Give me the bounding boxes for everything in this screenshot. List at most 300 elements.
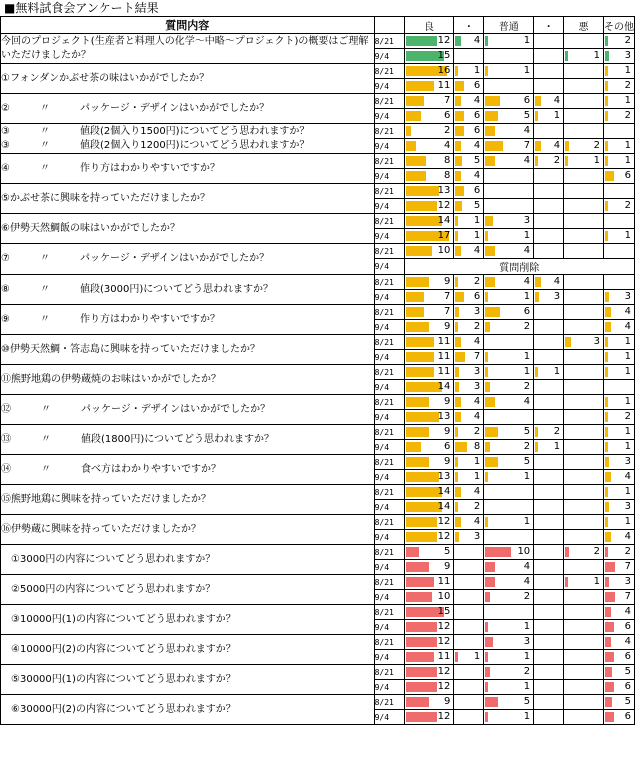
value-bar <box>605 682 614 692</box>
question-cell: ②5000円の内容についてどう思われますか？ <box>1 575 375 605</box>
value-cell-good <box>404 500 454 515</box>
value-cell-dot1 <box>454 320 484 335</box>
value-cell-good <box>404 169 454 184</box>
value-number: 1 <box>624 65 631 76</box>
value-bar <box>406 81 434 91</box>
value-cell-good <box>404 94 454 109</box>
value-cell-normal <box>484 320 534 335</box>
value-number: 1 <box>624 351 631 362</box>
value-number: 1 <box>523 366 531 377</box>
value-number: 1 <box>473 471 481 482</box>
value-number: 1 <box>523 291 531 302</box>
value-number: 5 <box>624 666 631 677</box>
value-number: 4 <box>624 471 631 482</box>
value-number: 3 <box>624 501 631 512</box>
value-number: 4 <box>473 336 481 347</box>
value-number: 1 <box>624 336 631 347</box>
value-number: 2 <box>473 276 481 287</box>
value-cell-bad <box>564 545 604 560</box>
value-bar <box>605 607 611 617</box>
value-bar <box>406 246 432 256</box>
value-cell-other <box>603 410 634 425</box>
date-cell: 9/4 <box>374 350 404 365</box>
date-cell: 9/4 <box>374 380 404 395</box>
value-number: 4 <box>624 321 631 332</box>
value-cell-bad <box>564 350 604 365</box>
value-bar <box>605 367 608 377</box>
table-row <box>1 605 635 620</box>
question-cell: ⑧ 〃 値段(3000円)についてどう思われますか？ <box>1 275 375 305</box>
value-number: 1 <box>624 516 631 527</box>
value-cell-good <box>404 410 454 425</box>
value-cell-good <box>404 350 454 365</box>
value-number: 1 <box>523 651 531 662</box>
value-cell-dot1 <box>454 500 484 515</box>
value-number: 7 <box>444 291 451 302</box>
value-number: 9 <box>444 321 451 332</box>
value-cell-other <box>603 79 634 94</box>
value-cell-other <box>603 275 634 290</box>
value-number: 10 <box>517 546 531 557</box>
value-cell-good <box>404 545 454 560</box>
question-cell: ⑮熊野地鶏に興味を持っていただけましたか？ <box>1 485 375 515</box>
value-cell-dot2 <box>534 560 564 575</box>
value-number: 12 <box>437 681 451 692</box>
value-number: 4 <box>624 606 631 617</box>
value-bar <box>485 277 495 287</box>
value-bar <box>605 337 608 347</box>
value-bar <box>455 141 461 151</box>
table-row <box>1 214 635 229</box>
value-bar <box>455 156 462 166</box>
value-cell-bad <box>564 425 604 440</box>
value-number: 17 <box>437 230 451 241</box>
value-bar <box>485 397 495 407</box>
value-number: 7 <box>624 561 631 572</box>
value-bar <box>535 96 541 106</box>
value-bar <box>485 382 490 392</box>
value-bar <box>605 292 609 302</box>
value-cell-bad <box>564 79 604 94</box>
value-number: 12 <box>437 711 451 722</box>
value-number: 9 <box>444 396 451 407</box>
value-bar <box>565 141 569 151</box>
table-row <box>1 425 635 440</box>
value-bar <box>455 322 458 332</box>
value-number: 2 <box>593 140 600 151</box>
value-cell-normal <box>484 94 534 109</box>
value-cell-dot1 <box>454 64 484 79</box>
value-number: 3 <box>473 381 481 392</box>
value-cell-good <box>404 650 454 665</box>
value-cell-dot2 <box>534 515 564 530</box>
value-number: 10 <box>437 245 451 256</box>
value-bar <box>455 652 458 662</box>
value-number: 15 <box>437 606 451 617</box>
value-cell-other <box>603 695 634 710</box>
value-bar <box>406 186 439 196</box>
value-cell-dot1 <box>454 425 484 440</box>
value-cell-dot2 <box>534 154 564 169</box>
value-cell-other <box>603 590 634 605</box>
value-bar <box>605 577 609 587</box>
value-number: 2 <box>624 35 631 46</box>
value-cell-good <box>404 710 454 725</box>
value-number: 2 <box>624 80 631 91</box>
value-bar <box>605 712 614 722</box>
value-cell-good <box>404 635 454 650</box>
value-cell-normal <box>484 605 534 620</box>
value-cell-other <box>603 440 634 455</box>
value-number: 1 <box>624 95 631 106</box>
date-cell: 9/4 <box>374 259 404 275</box>
value-number: 6 <box>473 125 481 136</box>
value-number: 5 <box>523 456 531 467</box>
value-cell-dot2 <box>534 79 564 94</box>
value-cell-other <box>603 305 634 320</box>
value-bar <box>406 697 429 707</box>
value-cell-dot1 <box>454 335 484 350</box>
value-cell-dot1 <box>454 290 484 305</box>
value-cell-normal <box>484 440 534 455</box>
col-header-dot2: ・ <box>534 17 564 34</box>
value-cell-other <box>603 530 634 545</box>
value-cell-normal <box>484 710 534 725</box>
value-number: 6 <box>523 95 531 106</box>
value-number: 6 <box>624 170 631 181</box>
value-number: 4 <box>473 486 481 497</box>
value-number: 14 <box>437 381 451 392</box>
value-bar <box>605 81 608 91</box>
table-row <box>1 124 635 139</box>
value-number: 11 <box>437 576 451 587</box>
value-cell-dot1 <box>454 395 484 410</box>
value-number: 7 <box>444 306 451 317</box>
value-number: 12 <box>437 621 451 632</box>
value-number: 13 <box>437 185 451 196</box>
value-bar <box>455 246 461 256</box>
value-cell-dot2 <box>534 169 564 184</box>
value-cell-normal <box>484 139 534 154</box>
question-cell: ⑤30000円(1)の内容についてどう思われますか？ <box>1 665 375 695</box>
value-number: 4 <box>473 95 481 106</box>
value-cell-normal <box>484 335 534 350</box>
value-cell-bad <box>564 650 604 665</box>
value-bar <box>455 186 464 196</box>
value-bar <box>605 96 608 106</box>
value-cell-normal <box>484 395 534 410</box>
value-number: 3 <box>473 306 481 317</box>
question-cell: ⑯伊勢蔵に興味を持っていただけましたか？ <box>1 515 375 545</box>
value-bar <box>406 171 426 181</box>
value-cell-dot2 <box>534 124 564 139</box>
value-number: 9 <box>444 456 451 467</box>
value-number: 4 <box>523 396 531 407</box>
date-cell: 8/21 <box>374 124 404 139</box>
value-cell-bad <box>564 154 604 169</box>
value-number: 1 <box>593 576 600 587</box>
value-number: 4 <box>523 155 531 166</box>
value-bar <box>605 652 614 662</box>
value-number: 14 <box>437 486 451 497</box>
value-cell-dot2 <box>534 665 564 680</box>
value-cell-dot2 <box>534 380 564 395</box>
value-cell-bad <box>564 440 604 455</box>
value-bar <box>605 592 615 602</box>
value-bar <box>485 547 511 557</box>
value-cell-dot1 <box>454 169 484 184</box>
value-bar <box>455 292 464 302</box>
value-number: 4 <box>523 276 531 287</box>
value-bar <box>535 442 538 452</box>
value-bar <box>455 397 461 407</box>
value-number: 5 <box>523 696 531 707</box>
value-number: 2 <box>523 591 531 602</box>
document-title: ■無料試食会アンケート結果 <box>4 1 159 15</box>
value-bar <box>485 517 488 527</box>
value-number: 4 <box>473 516 481 527</box>
value-number: 12 <box>437 200 451 211</box>
table-row <box>1 305 635 320</box>
value-cell-bad <box>564 395 604 410</box>
value-bar <box>485 216 493 226</box>
value-cell-dot2 <box>534 485 564 500</box>
value-cell-dot1 <box>454 455 484 470</box>
value-cell-good <box>404 680 454 695</box>
value-bar <box>485 697 498 707</box>
value-number: 3 <box>624 291 631 302</box>
value-cell-bad <box>564 290 604 305</box>
value-cell-other <box>603 425 634 440</box>
value-number: 4 <box>473 140 481 151</box>
value-cell-bad <box>564 34 604 49</box>
value-cell-normal <box>484 500 534 515</box>
value-bar <box>455 96 461 106</box>
value-cell-other <box>603 680 634 695</box>
value-bar <box>406 201 437 211</box>
value-cell-dot1 <box>454 350 484 365</box>
value-number: 4 <box>624 306 631 317</box>
value-bar <box>455 171 461 181</box>
value-cell-dot2 <box>534 244 564 259</box>
value-bar <box>485 427 498 437</box>
value-number: 5 <box>624 696 631 707</box>
value-cell-bad <box>564 410 604 425</box>
value-cell-dot2 <box>534 650 564 665</box>
value-bar <box>455 367 459 377</box>
value-bar <box>455 337 461 347</box>
value-number: 4 <box>473 245 481 256</box>
value-bar <box>485 66 488 76</box>
value-number: 2 <box>523 441 531 452</box>
value-cell-good <box>404 109 454 124</box>
value-number: 12 <box>437 636 451 647</box>
value-cell-dot2 <box>534 500 564 515</box>
value-cell-dot2 <box>534 94 564 109</box>
value-number: 6 <box>624 651 631 662</box>
value-bar <box>485 231 488 241</box>
value-bar <box>605 532 611 542</box>
value-cell-normal <box>484 350 534 365</box>
value-bar <box>485 292 488 302</box>
header-row <box>1 17 635 34</box>
value-cell-dot2 <box>534 199 564 214</box>
value-number: 3 <box>553 291 561 302</box>
value-number: 6 <box>473 185 481 196</box>
value-bar <box>455 216 458 226</box>
value-bar <box>406 487 442 497</box>
value-cell-good <box>404 154 454 169</box>
value-cell-normal <box>484 214 534 229</box>
date-cell: 9/4 <box>374 109 404 124</box>
value-bar <box>455 126 464 136</box>
value-cell-dot2 <box>534 695 564 710</box>
value-cell-bad <box>564 305 604 320</box>
value-bar <box>406 382 442 392</box>
value-number: 2 <box>624 200 631 211</box>
value-cell-dot2 <box>534 620 564 635</box>
value-bar <box>406 682 437 692</box>
value-cell-bad <box>564 139 604 154</box>
value-number: 1 <box>523 65 531 76</box>
value-bar <box>406 592 432 602</box>
value-bar <box>455 427 458 437</box>
value-bar <box>565 156 568 166</box>
value-cell-normal <box>484 530 534 545</box>
date-cell: 8/21 <box>374 635 404 650</box>
value-cell-dot1 <box>454 515 484 530</box>
value-cell-good <box>404 124 454 139</box>
value-cell-dot2 <box>534 395 564 410</box>
table-row <box>1 455 635 470</box>
value-bar <box>485 96 500 106</box>
survey-results-table <box>0 16 635 725</box>
value-cell-good <box>404 605 454 620</box>
value-cell-other <box>603 244 634 259</box>
value-bar <box>455 66 458 76</box>
value-number: 1 <box>473 456 481 467</box>
value-cell-bad <box>564 455 604 470</box>
value-number: 6 <box>523 306 531 317</box>
value-cell-dot2 <box>534 470 564 485</box>
value-cell-dot1 <box>454 139 484 154</box>
value-cell-dot2 <box>534 455 564 470</box>
value-cell-dot1 <box>454 380 484 395</box>
value-cell-good <box>404 34 454 49</box>
value-number: 4 <box>624 636 631 647</box>
value-number: 4 <box>473 35 481 46</box>
value-cell-dot2 <box>534 109 564 124</box>
date-cell: 8/21 <box>374 154 404 169</box>
value-bar <box>535 141 541 151</box>
value-number: 1 <box>624 441 631 452</box>
value-bar <box>605 442 608 452</box>
value-bar <box>485 667 490 677</box>
value-cell-other <box>603 365 634 380</box>
value-bar <box>455 201 462 211</box>
value-number: 7 <box>523 140 531 151</box>
value-bar <box>406 141 416 151</box>
value-cell-normal <box>484 49 534 64</box>
value-cell-other <box>603 199 634 214</box>
value-number: 5 <box>523 110 531 121</box>
value-cell-dot1 <box>454 214 484 229</box>
value-cell-good <box>404 380 454 395</box>
value-cell-bad <box>564 64 604 79</box>
value-cell-bad <box>564 244 604 259</box>
value-cell-dot1 <box>454 665 484 680</box>
value-number: 7 <box>473 351 481 362</box>
value-number: 6 <box>473 110 481 121</box>
question-cell: ⑭ 〃 食べ方はわかりやすいですか？ <box>1 455 375 485</box>
value-bar <box>605 156 608 166</box>
value-cell-other <box>603 665 634 680</box>
value-cell-bad <box>564 229 604 244</box>
value-cell-normal <box>484 124 534 139</box>
value-bar <box>406 712 437 722</box>
date-cell: 9/4 <box>374 79 404 94</box>
value-bar <box>485 307 500 317</box>
value-cell-other <box>603 575 634 590</box>
date-cell: 8/21 <box>374 94 404 109</box>
value-cell-bad <box>564 560 604 575</box>
value-number: 13 <box>437 471 451 482</box>
table-row <box>1 335 635 350</box>
value-cell-dot1 <box>454 590 484 605</box>
value-cell-other <box>603 620 634 635</box>
value-bar <box>455 502 458 512</box>
date-cell: 9/4 <box>374 139 404 154</box>
value-cell-normal <box>484 410 534 425</box>
value-number: 11 <box>437 351 451 362</box>
question-header: 質問内容 <box>1 17 375 34</box>
value-number: 1 <box>553 441 561 452</box>
value-bar <box>455 111 464 121</box>
value-cell-dot1 <box>454 575 484 590</box>
value-cell-dot2 <box>534 34 564 49</box>
value-cell-dot2 <box>534 710 564 725</box>
value-bar <box>565 577 568 587</box>
question-cell: ①フォンダンかぶせ茶の味はいかがでしたか？ <box>1 64 375 94</box>
value-bar <box>485 472 488 482</box>
value-cell-good <box>404 470 454 485</box>
value-number: 11 <box>437 366 451 377</box>
value-cell-dot1 <box>454 680 484 695</box>
date-cell: 8/21 <box>374 335 404 350</box>
value-cell-normal <box>484 455 534 470</box>
date-cell: 9/4 <box>374 590 404 605</box>
date-cell: 9/4 <box>374 680 404 695</box>
value-number: 1 <box>624 155 631 166</box>
value-number: 1 <box>593 50 600 61</box>
value-cell-good <box>404 49 454 64</box>
value-cell-dot1 <box>454 545 484 560</box>
value-cell-good <box>404 620 454 635</box>
value-bar <box>406 36 437 46</box>
value-bar <box>535 156 538 166</box>
date-cell: 9/4 <box>374 650 404 665</box>
value-cell-dot2 <box>534 305 564 320</box>
value-bar <box>455 532 459 542</box>
date-cell: 8/21 <box>374 305 404 320</box>
value-bar <box>485 712 488 722</box>
value-bar <box>565 51 568 61</box>
value-bar <box>406 562 429 572</box>
table-row <box>1 635 635 650</box>
question-cell: ④ 〃 作り方はわかりやすいですか？ <box>1 154 375 184</box>
date-cell: 9/4 <box>374 229 404 244</box>
value-bar <box>406 367 434 377</box>
